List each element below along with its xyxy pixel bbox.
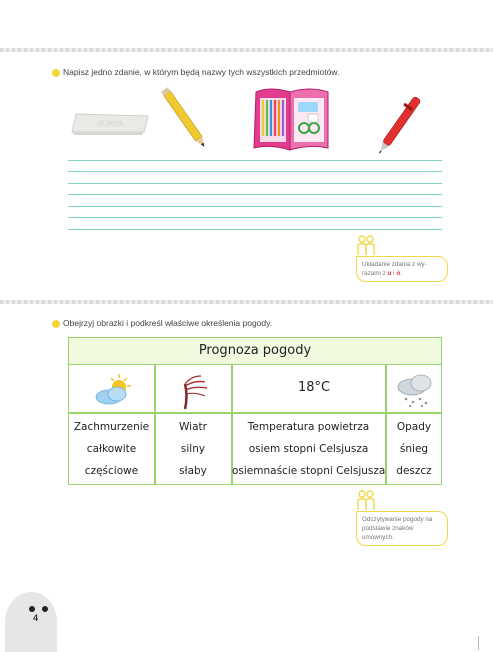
column-header: Zachmurzenie — [73, 421, 150, 433]
pen-icon — [376, 82, 432, 154]
column-header: Wiatr — [179, 421, 207, 433]
option-word[interactable]: całkowite — [86, 443, 137, 455]
writing-line[interactable] — [68, 160, 442, 161]
eraser-label: GUMKA — [97, 120, 123, 128]
option-word[interactable]: częściowe — [84, 465, 139, 477]
column-header: Opady — [396, 421, 432, 433]
forecast-table — [68, 337, 442, 485]
cloud-column — [69, 416, 154, 482]
temperature-value: 18°C — [298, 380, 331, 395]
pencil-case-icon — [250, 84, 332, 156]
writing-line[interactable] — [68, 217, 442, 218]
tip-box-weather: Odczytywanie pogody na podstawie znaków umownych. — [356, 511, 448, 546]
children-icon — [355, 489, 377, 511]
forecast-title: Prognoza pogody — [69, 338, 441, 365]
temperature-column — [232, 416, 385, 482]
writing-line[interactable] — [68, 206, 442, 207]
option-word[interactable]: śnieg — [399, 443, 429, 455]
row-divider — [69, 412, 441, 414]
option-word[interactable]: deszcz — [396, 465, 432, 477]
children-icon — [355, 234, 377, 256]
sun-cloud-icon — [93, 372, 133, 406]
eraser-icon — [70, 112, 150, 136]
option-word[interactable]: silny — [180, 443, 206, 455]
precipitation-column — [387, 416, 441, 482]
crop-mark — [478, 636, 479, 650]
wind-column — [155, 416, 231, 482]
windy-tree-icon — [175, 370, 209, 410]
writing-line[interactable] — [68, 194, 442, 195]
task1-bullet — [52, 69, 60, 77]
mascot-eye — [42, 606, 48, 612]
writing-line[interactable] — [68, 229, 442, 230]
pencil-icon — [155, 84, 215, 154]
top-separator — [0, 48, 493, 52]
task2-instruction: Obejrzyj obrazki i podkreśl właściwe określenia pogody. — [63, 318, 273, 328]
tip-box-sentence: Układanie zdania z wy-razami z u i ó. — [356, 256, 448, 282]
page-number: 4 — [33, 613, 39, 623]
section-separator — [0, 300, 493, 304]
writing-line[interactable] — [68, 183, 442, 184]
mascot-eye — [29, 606, 35, 612]
option-word[interactable]: słaby — [179, 465, 207, 477]
option-word[interactable]: osiem stopni Celsjusza — [248, 443, 369, 455]
task2-bullet — [52, 320, 60, 328]
column-header: Temperatura powietrza — [247, 421, 370, 433]
task1-instruction: Napisz jedno zdanie, w którym będą nazwy tych wszystkich przedmiotów. — [63, 67, 340, 77]
mascot-blob — [5, 592, 57, 652]
writing-line[interactable] — [68, 171, 442, 172]
snow-cloud-icon — [394, 371, 436, 409]
top-band — [0, 0, 493, 48]
option-word[interactable]: osiemnaście stopni Celsjusza — [232, 465, 386, 477]
